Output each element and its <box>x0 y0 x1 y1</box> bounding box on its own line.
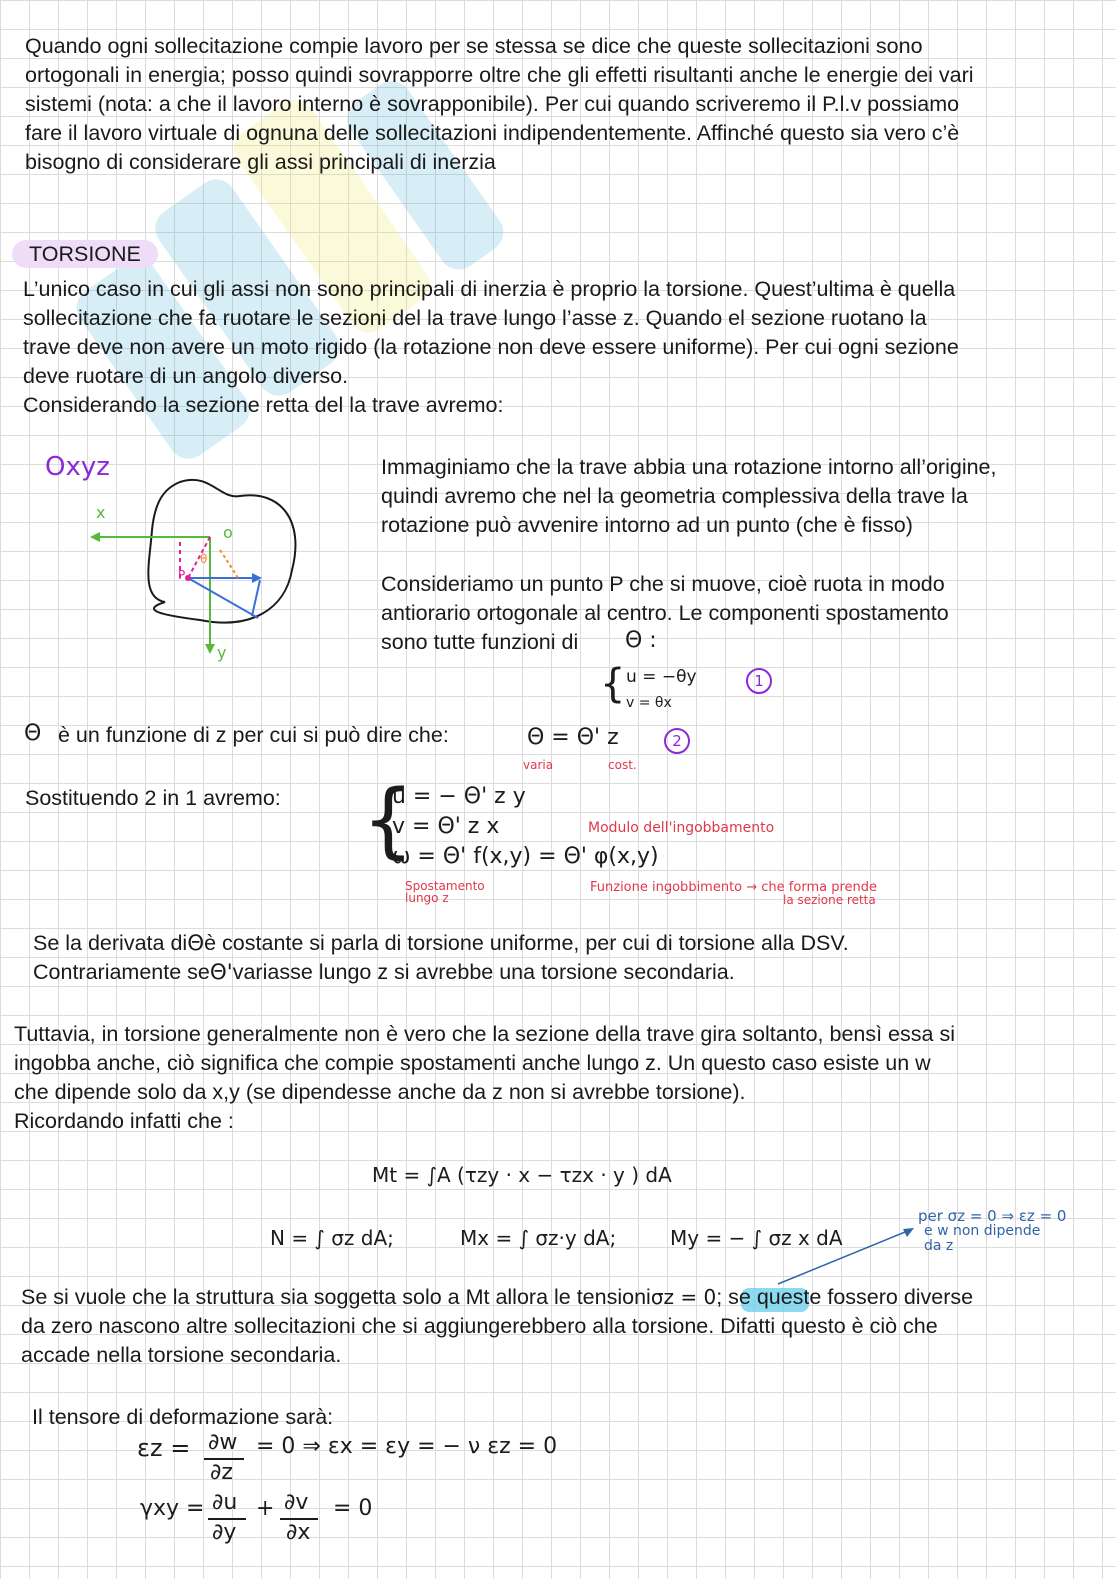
theta-line-text: è un funzione di z per cui si può dire che: <box>58 723 449 747</box>
derivative-text-a: Se la derivata di <box>33 931 188 955</box>
section-diagram <box>80 470 310 670</box>
tensioni-lines <box>21 1312 938 1370</box>
intro-paragraph <box>25 32 974 177</box>
text-line: sollecitazione che fa ruotare le sezioni del la trave lungo l’asse z. Quando el sezione ruotano la <box>23 306 927 330</box>
axis-x-label: x <box>96 503 106 522</box>
note-spostamento: Spostamento lungo z <box>405 879 485 905</box>
vector-side <box>252 580 260 616</box>
text-line: ortogonali in energia; posso quindi sovrapporre oltre che gli effetti risultanti anche le energie dei vari <box>25 63 974 87</box>
sub-v: v = Θ' z x <box>392 814 500 839</box>
gamma-lhs: γxy = <box>140 1496 205 1521</box>
derivative-text-d: variasse lungo z si avrebbe una torsione secondaria. <box>232 960 735 984</box>
axis-y-arrow <box>205 644 215 654</box>
text-line: deve ruotare di un angolo diverso. <box>23 364 349 388</box>
derivative-text-b: è costante si parla di torsione uniforme, per cui di torsione alla DSV. <box>204 931 849 955</box>
theta-equation: Θ = Θ' z <box>527 725 619 750</box>
theta-symbol: Θ : <box>625 628 657 653</box>
torsion-intro-paragraph <box>23 275 959 420</box>
text-line: Quando ogni sollecitazione compie lavoro per se stessa se dice che queste sollecitazioni sono <box>25 34 923 58</box>
note-funzione: Funzione ingobbimento → che forma prende <box>590 880 878 895</box>
gamma-plus: + <box>256 1496 275 1521</box>
gamma-rhs: = 0 <box>333 1496 373 1521</box>
gamma-den-2: ∂x <box>286 1520 311 1545</box>
derivative-text-c: Contrariamente se <box>33 960 210 984</box>
substitution-text: Sostituendo 2 in 1 avremo: <box>25 786 281 810</box>
ingobbamento-paragraph <box>14 1020 955 1136</box>
note-sigma-line3: da z <box>924 1238 954 1254</box>
text-line: quindi avremo che nel la geometria complessiva della trave la <box>381 484 968 508</box>
note-sigma-line1: per σz = 0 ⇒ εz = 0 <box>918 1207 1067 1225</box>
derivative-line-1 <box>33 929 849 958</box>
brace-sub: { <box>362 773 415 868</box>
note-sezione: la sezione retta <box>783 893 876 907</box>
text-line: rotazione può avvenire intorno ad un punto (che è fisso) <box>381 513 913 537</box>
text-line: Tuttavia, in torsione generalmente non è vero che la sezione della trave gira soltanto, bensì essa si <box>14 1022 955 1046</box>
text-line: L’unico caso in cui gli assi non sono principali di inerzia è proprio la torsione. Quest’ultima è quella <box>23 277 956 301</box>
sub-u: u = − Θ' z y <box>392 784 526 809</box>
point-p <box>185 575 191 581</box>
theta-line-symbol: Θ <box>24 721 42 746</box>
text-line: Ricordando infatti che : <box>14 1109 234 1133</box>
text-line: ingobba anche, ciò significa che compie spostamenti anche lungo z. Un questo caso esiste un w <box>14 1051 931 1075</box>
eq1-u: u = −θy <box>626 667 697 687</box>
rotation-paragraph <box>381 453 997 540</box>
tensioni-line-1 <box>21 1283 973 1312</box>
diagram-title: Oxyz <box>45 452 110 482</box>
text-line: accade nella torsione secondaria. <box>21 1343 342 1367</box>
integral-mx: Mx = ∫ σz·y dA; <box>460 1226 617 1250</box>
gamma-den-1: ∂y <box>212 1520 237 1545</box>
text-line: sono tutte funzioni di <box>381 630 579 654</box>
tensioni-text-b: ; se queste fossero diverse <box>716 1285 974 1309</box>
angle-arc <box>220 550 238 578</box>
note-varia: varia <box>523 758 554 772</box>
eq2-label: 2 <box>664 728 690 754</box>
axis-y-label: y <box>217 643 227 662</box>
eps-num: ∂w <box>208 1430 238 1455</box>
tensore-title: Il tensore di deformazione sarà: <box>32 1405 334 1429</box>
text-line: sistemi (nota: a che il lavoro interno è sovrapponibile). Per cui quando scriveremo il P.l.v possiamo <box>25 92 960 116</box>
eps-rhs: = 0 ⇒ εx = εy = − ν εz = 0 <box>256 1434 558 1459</box>
text-line: Immaginiamo che la trave abbia una rotazione intorno all’origine, <box>381 455 997 479</box>
note-cost: cost. <box>608 758 637 772</box>
integral-mt: Mt = ∫A (τzy · x − τzx · y ) dA <box>372 1163 672 1187</box>
integral-n: N = ∫ σz dA; <box>270 1226 394 1250</box>
point-label: P <box>178 568 186 582</box>
integral-my: My = − ∫ σz x dA <box>670 1226 843 1250</box>
derivative-line-2 <box>33 958 735 987</box>
angle-label: θ <box>200 552 208 566</box>
note-sigma-line2: e w non dipende <box>924 1223 1041 1239</box>
eps-den: ∂z <box>210 1460 233 1485</box>
gamma-num-2: ∂v <box>284 1490 309 1515</box>
origin-label: o <box>223 523 233 542</box>
eps-lhs: εz = <box>137 1434 191 1462</box>
axis-x-arrow <box>90 532 100 542</box>
text-line: Considerando la sezione retta del la trave avremo: <box>23 393 504 417</box>
text-line: fare il lavoro virtuale di ognuna delle sollecitazioni indipendentemente. Affinché questo sia vero c’è <box>25 121 960 145</box>
text-line: trave deve non avere un moto rigido (la rotazione non deve essere uniforme). Per cui ogni sezione <box>23 335 959 359</box>
brace-eq1: { <box>600 661 626 707</box>
section-title: TORSIONE <box>29 242 141 266</box>
text-line: da zero nascono altre sollecitazioni che si aggiungerebbero alla torsione. Difatti questo è ciò che <box>21 1314 938 1338</box>
displacement-vector <box>188 578 258 618</box>
derivative-theta-prime: Θ' <box>209 960 233 985</box>
text-line: Consideriamo un punto P che si muove, cioè ruota in modo <box>381 572 945 596</box>
text-line: che dipende solo da x,y (se dipendesse anche da z non si avrebbe torsione). <box>14 1080 746 1104</box>
sub-w: ω = Θ' f(x,y) = Θ' φ(x,y) <box>392 844 659 869</box>
eq1-v: v = θx <box>626 695 672 711</box>
text-line: bisogno di considerare gli assi principali di inerzia <box>25 150 496 174</box>
gamma-num-1: ∂u <box>212 1490 238 1515</box>
note-arrow <box>770 1222 920 1292</box>
eq1-label: 1 <box>746 668 772 694</box>
note-modulo: Modulo dell'ingobbamento <box>588 820 775 836</box>
point-paragraph <box>381 570 949 657</box>
tensioni-highlight-text: σz = 0 <box>650 1285 717 1309</box>
derivative-theta: Θ <box>187 931 205 956</box>
tensioni-text-a: Se si vuole che la struttura sia soggetta solo a Mt allora le tensioni <box>21 1285 651 1309</box>
text-line: antiorario ortogonale al centro. Le componenti spostamento <box>381 601 949 625</box>
